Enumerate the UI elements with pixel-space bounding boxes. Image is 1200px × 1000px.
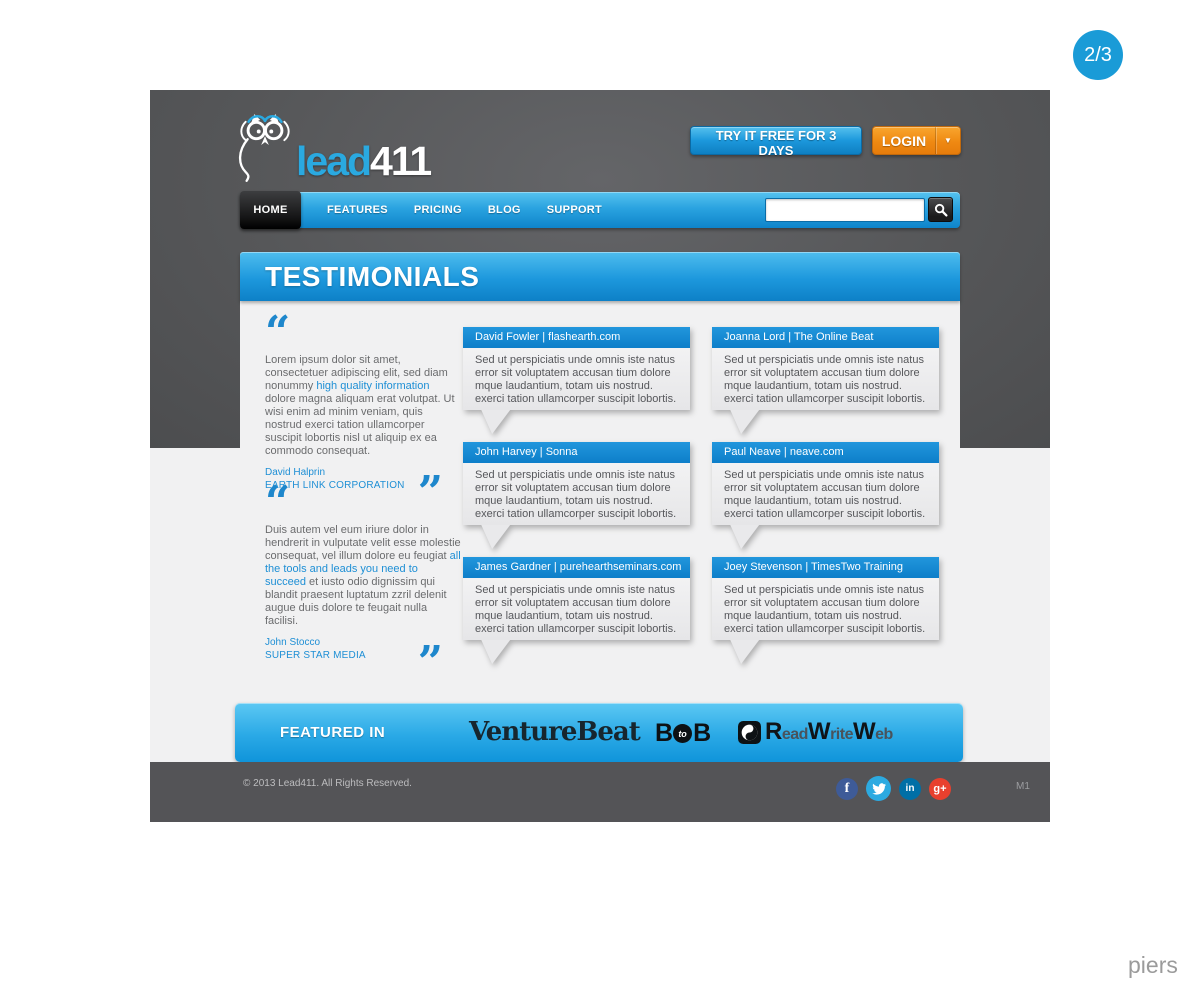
readwriteweb-icon	[738, 721, 761, 744]
owl-logo-icon	[236, 108, 294, 182]
search-button[interactable]	[928, 197, 953, 222]
quote-text-post: et iusto odio dignissim qui blandit praesent luptatum zzril delenit augue duis dolore te feugait nulla facilisi.	[265, 576, 447, 627]
social-links	[836, 776, 951, 801]
testimonial-author: David Halprin	[265, 467, 326, 478]
page-title-banner	[240, 252, 960, 301]
testimonial-card-body: Sed ut perspiciatis unde omnis iste natus error sit voluptatem accusan tium dolore mque laudantium, totam uis nostrud. exerci tation ullamcorper suscipit lobortis.	[463, 348, 690, 410]
nav-item-pricing[interactable]: PRICING	[413, 204, 462, 216]
rww-small: rite	[830, 726, 853, 743]
testimonial-text	[265, 524, 461, 628]
testimonial-card-body: Sed ut perspiciatis unde omnis iste natus error sit voluptatem accusan tium dolore mque laudantium, totam uis nostrud. exerci tation ullamcorper suscipit lobortis.	[463, 578, 690, 640]
chevron-down-icon: ▼	[944, 135, 952, 145]
main-nav	[240, 192, 960, 228]
rww-small: ead	[781, 726, 808, 743]
facebook-icon[interactable]: f	[836, 778, 858, 800]
testimonial-card-body: Sed ut perspiciatis unde omnis iste natus error sit voluptatem accusan tium dolore mque laudantium, totam uis nostrud. exerci tation ullamcorper suscipit lobortis.	[712, 348, 939, 410]
logo-text-411: 411	[370, 138, 431, 184]
logo[interactable]	[236, 102, 466, 182]
close-quote-icon: ”	[417, 467, 443, 518]
speech-tail	[477, 410, 513, 434]
testimonial-card	[712, 327, 939, 410]
designer-watermark: piers	[1128, 952, 1178, 978]
page-title: TESTIMONIALS	[265, 260, 480, 292]
design-canvas	[150, 90, 1050, 822]
open-quote-icon: “	[265, 477, 291, 528]
open-quote-icon: “	[265, 307, 291, 358]
rww-letter: R	[765, 718, 782, 745]
testimonial-card-body: Sed ut perspiciatis unde omnis iste natus error sit voluptatem accusan tium dolore mque laudantium, totam uis nostrud. exerci tation ullamcorper suscipit lobortis.	[463, 463, 690, 525]
speech-tail	[726, 525, 762, 549]
nav-item-support[interactable]: SUPPORT	[546, 204, 603, 216]
testimonial-card	[463, 557, 690, 640]
btob-to: to	[678, 728, 687, 739]
footer	[150, 762, 1050, 822]
nav-item-features[interactable]: FEATURES	[327, 204, 388, 216]
testimonial-company: SUPER STAR MEDIA	[265, 650, 366, 661]
try-free-button[interactable]: TRY IT FREE FOR 3 DAYS	[690, 126, 862, 155]
testimonial-cards-grid	[463, 327, 939, 640]
testimonial-card	[712, 557, 939, 640]
testimonial-card-body: Sed ut perspiciatis unde omnis iste natus error sit voluptatem accusan tium dolore mque laudantium, totam uis nostrud. exerci tation ullamcorper suscipit lobortis.	[712, 578, 939, 640]
logo-text-lead: lead	[296, 138, 371, 184]
login-button[interactable]	[872, 126, 961, 155]
testimonial-card-header: David Fowler | flashearth.com	[463, 327, 690, 348]
quote-text-pre: Duis autem vel eum iriure dolor in hendrerit in vulputate velit esse molestie consequat, vel illum dolore eu feugiat	[265, 524, 461, 562]
testimonial-card-header: John Harvey | Sonna	[463, 442, 690, 463]
quote-text-post: dolore magna aliquam erat volutpat. Ut wisi enim ad minim veniam, quis nostrud exerci tation ullamcorper suscipit lobortis nisl ut aliquip ex ea commodo consequat.	[265, 393, 455, 457]
btob-to-circle-icon	[673, 724, 692, 743]
review-step-badge[interactable]: 2/3	[1073, 30, 1123, 80]
testimonial-card-body: Sed ut perspiciatis unde omnis iste natus error sit voluptatem accusan tium dolore mque laudantium, totam uis nostrud. exerci tation ullamcorper suscipit lobortis.	[712, 463, 939, 525]
twitter-icon[interactable]	[866, 776, 891, 801]
rww-small: eb	[875, 726, 893, 743]
btob-logo	[655, 719, 710, 748]
twitter-bird-icon	[872, 783, 886, 795]
testimonial-card	[463, 442, 690, 525]
search-input[interactable]	[765, 198, 925, 222]
venturebeat-logo: VentureBeat	[469, 717, 640, 747]
testimonial-company: EARTH LINK CORPORATION	[265, 480, 405, 491]
nav-item-blog[interactable]: BLOG	[487, 204, 521, 216]
testimonial-card-header: James Gardner | purehearthseminars.com	[463, 557, 690, 578]
readwriteweb-logo	[738, 718, 893, 746]
featured-label: FEATURED IN	[280, 724, 386, 741]
copyright-text: © 2013 Lead411. All Rights Reserved.	[243, 778, 412, 789]
login-label: LOGIN	[881, 132, 927, 149]
quote-link[interactable]: all the tools and leads you need to succeed	[265, 550, 461, 588]
search-box	[765, 197, 953, 222]
footer-note: M1	[1016, 781, 1030, 792]
quote-link[interactable]: high quality information	[316, 380, 430, 392]
testimonial-card-header: Joanna Lord | The Online Beat	[712, 327, 939, 348]
left-testimonial-1	[265, 307, 461, 518]
speech-tail	[726, 410, 762, 434]
linkedin-icon[interactable]: in	[899, 778, 921, 800]
googleplus-icon[interactable]: g+	[929, 778, 951, 800]
quote-text-pre: Lorem ipsum dolor sit amet, consectetuer adipiscing elit, sed diam nonummy	[265, 354, 448, 392]
nav-item-home[interactable]: HOME	[240, 191, 301, 229]
featured-bar	[235, 703, 963, 762]
testimonial-author: John Stocco	[265, 637, 321, 648]
speech-tail	[477, 525, 513, 549]
search-icon	[934, 203, 948, 217]
testimonial-card	[463, 327, 690, 410]
rww-letter: W	[852, 718, 876, 745]
testimonial-card-header: Paul Neave | neave.com	[712, 442, 939, 463]
testimonial-text	[265, 354, 461, 458]
testimonial-card	[712, 442, 939, 525]
testimonial-card-header: Joey Stevenson | TimesTwo Training	[712, 557, 939, 578]
logo-text	[296, 138, 431, 184]
btob-letter: B	[693, 719, 711, 747]
close-quote-icon: ”	[417, 637, 443, 688]
rww-letter: W	[807, 718, 831, 745]
btob-letter: B	[655, 719, 673, 747]
